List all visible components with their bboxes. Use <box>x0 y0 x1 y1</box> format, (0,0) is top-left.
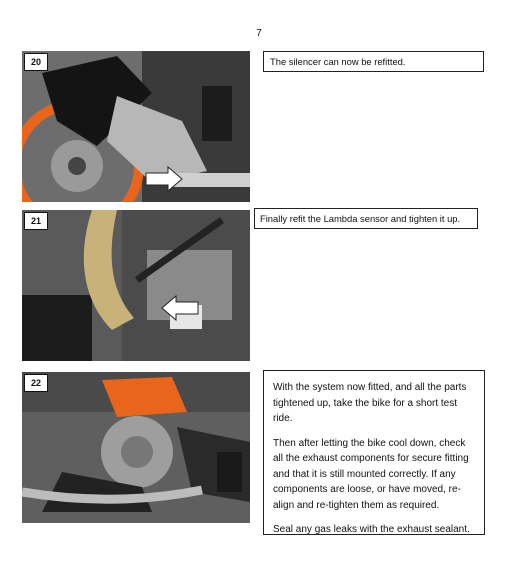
step-22-paragraph-2: Then after letting the bike cool down, check all the exhaust components for secure fitting and that it is still mounted correctly. If any components are loose, or have moved, re-align and re-tighten them as required. <box>273 437 469 511</box>
step-20-number: 20 <box>24 53 48 71</box>
step-21-photo <box>22 210 250 361</box>
step-21-number: 21 <box>24 212 48 230</box>
step-22-paragraph-1: With the system now fitted, and all the parts tightened up, take the bike for a short test ride. <box>273 382 467 424</box>
step-20-note <box>263 51 484 72</box>
step-20-text: The silencer can now be refitted. <box>270 56 406 67</box>
step-22-photo <box>22 372 250 523</box>
step-20-photo <box>22 51 250 202</box>
step-21-note <box>254 208 478 229</box>
step-22-note <box>263 370 485 535</box>
step-22-number: 22 <box>24 374 48 392</box>
step-22-paragraph-3: Seal any gas leaks with the exhaust sealant. <box>273 524 470 535</box>
page-number: 7 <box>256 28 262 39</box>
step-21-text: Finally refit the Lambda sensor and tighten it up. <box>260 213 461 224</box>
